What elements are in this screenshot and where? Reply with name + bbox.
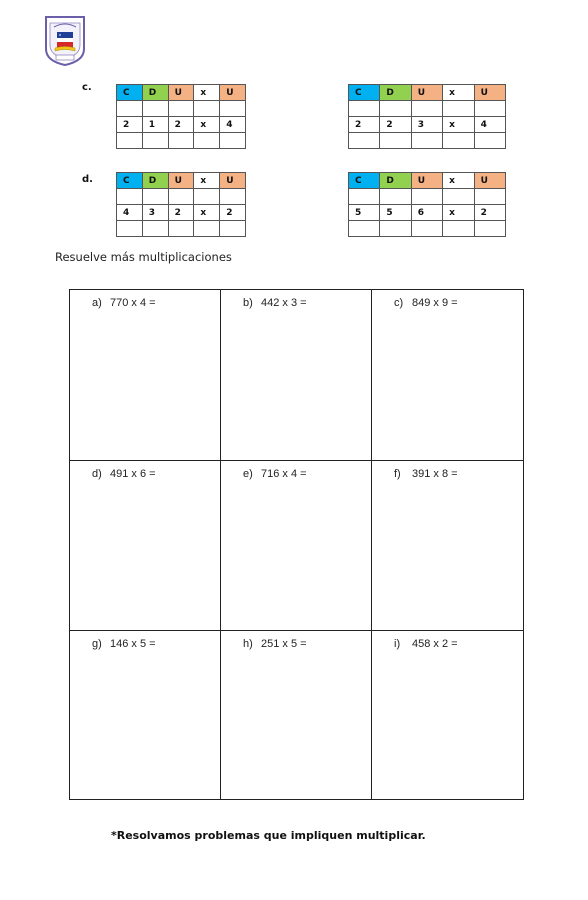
problem-letter: i) [394, 638, 401, 650]
digit-d: 1 [142, 117, 168, 133]
digit-d: 2 [380, 117, 411, 133]
problem-expression: 458 x 2 = [412, 638, 458, 650]
carry-row[interactable] [117, 101, 246, 117]
digit-u: 2 [168, 117, 194, 133]
header-u2: U [474, 85, 505, 101]
problem-expression: 849 x 9 = [412, 297, 458, 309]
header-d: D [380, 173, 411, 189]
carry-row[interactable] [349, 101, 506, 117]
header-u: U [168, 173, 194, 189]
digit-u: 2 [168, 205, 194, 221]
header-c: C [349, 85, 380, 101]
cdu-table-d-2 [348, 172, 506, 237]
carry-row[interactable] [117, 189, 246, 205]
table-row [349, 117, 506, 133]
header-u: U [411, 173, 442, 189]
digit-c: 5 [349, 205, 380, 221]
school-crest-icon [44, 15, 86, 67]
school-logo [44, 15, 86, 67]
multiplier: 4 [474, 117, 505, 133]
problem-expression: 491 x 6 = [110, 468, 156, 480]
problem-letter: h) [243, 638, 253, 650]
problem-expression: 146 x 5 = [110, 638, 156, 650]
answer-row[interactable] [349, 133, 506, 149]
problem-cell-b[interactable] [221, 290, 372, 461]
header-d: D [142, 173, 168, 189]
carry-row[interactable] [349, 189, 506, 205]
times-sign: x [443, 205, 474, 221]
problem-cell-a[interactable] [70, 290, 221, 461]
problem-letter: g) [92, 638, 102, 650]
answer-row[interactable] [117, 221, 246, 237]
answer-row[interactable] [117, 133, 246, 149]
instruction-text: Resuelve más multiplicaciones [55, 250, 232, 264]
problem-cell-f[interactable] [372, 461, 523, 631]
cdu-table-c-2 [348, 84, 506, 149]
exercise-d-label: d. [82, 174, 93, 185]
problem-expression: 442 x 3 = [261, 297, 307, 309]
multiplier: 2 [474, 205, 505, 221]
header-u: U [168, 85, 194, 101]
problem-cell-i[interactable] [372, 631, 523, 799]
header-x: x [194, 85, 220, 101]
times-sign: x [443, 117, 474, 133]
times-sign: x [194, 205, 220, 221]
problem-letter: d) [92, 468, 102, 480]
times-sign: x [194, 117, 220, 133]
problem-cell-h[interactable] [221, 631, 372, 799]
header-c: C [349, 173, 380, 189]
table-header-row [349, 173, 506, 189]
problem-letter: c) [394, 297, 404, 309]
problem-expression: 251 x 5 = [261, 638, 307, 650]
header-u2: U [220, 173, 246, 189]
header-u2: U [474, 173, 505, 189]
digit-u: 3 [411, 117, 442, 133]
problem-cell-d[interactable] [70, 461, 221, 631]
header-x: x [443, 173, 474, 189]
digit-d: 5 [380, 205, 411, 221]
header-x: x [194, 173, 220, 189]
header-x: x [443, 85, 474, 101]
header-d: D [142, 85, 168, 101]
multiplier: 2 [220, 205, 246, 221]
cdu-table-d-1 [116, 172, 246, 237]
table-row [349, 205, 506, 221]
problem-expression: 716 x 4 = [261, 468, 307, 480]
header-u2: U [220, 85, 246, 101]
problem-cell-g[interactable] [70, 631, 221, 799]
problem-letter: a) [92, 297, 102, 309]
cdu-table-c-1 [116, 84, 246, 149]
digit-c: 4 [117, 205, 143, 221]
header-u: U [411, 85, 442, 101]
problem-expression: 391 x 8 = [412, 468, 458, 480]
table-row [117, 117, 246, 133]
digit-c: 2 [117, 117, 143, 133]
table-header-row [117, 173, 246, 189]
header-c: C [117, 85, 143, 101]
digit-d: 3 [142, 205, 168, 221]
footer-text: *Resolvamos problemas que impliquen multiplicar. [111, 829, 426, 842]
header-d: D [380, 85, 411, 101]
problem-letter: f) [394, 468, 401, 480]
multiplier: 4 [220, 117, 246, 133]
exercise-c-label: c. [82, 82, 92, 93]
digit-c: 2 [349, 117, 380, 133]
problem-cell-c[interactable] [372, 290, 523, 461]
problem-cell-e[interactable] [221, 461, 372, 631]
table-row [117, 205, 246, 221]
problem-letter: e) [243, 468, 253, 480]
header-c: C [117, 173, 143, 189]
problem-expression: 770 x 4 = [110, 297, 156, 309]
problem-letter: b) [243, 297, 253, 309]
problems-grid [69, 289, 524, 800]
digit-u: 6 [411, 205, 442, 221]
table-header-row [117, 85, 246, 101]
table-header-row [349, 85, 506, 101]
answer-row[interactable] [349, 221, 506, 237]
